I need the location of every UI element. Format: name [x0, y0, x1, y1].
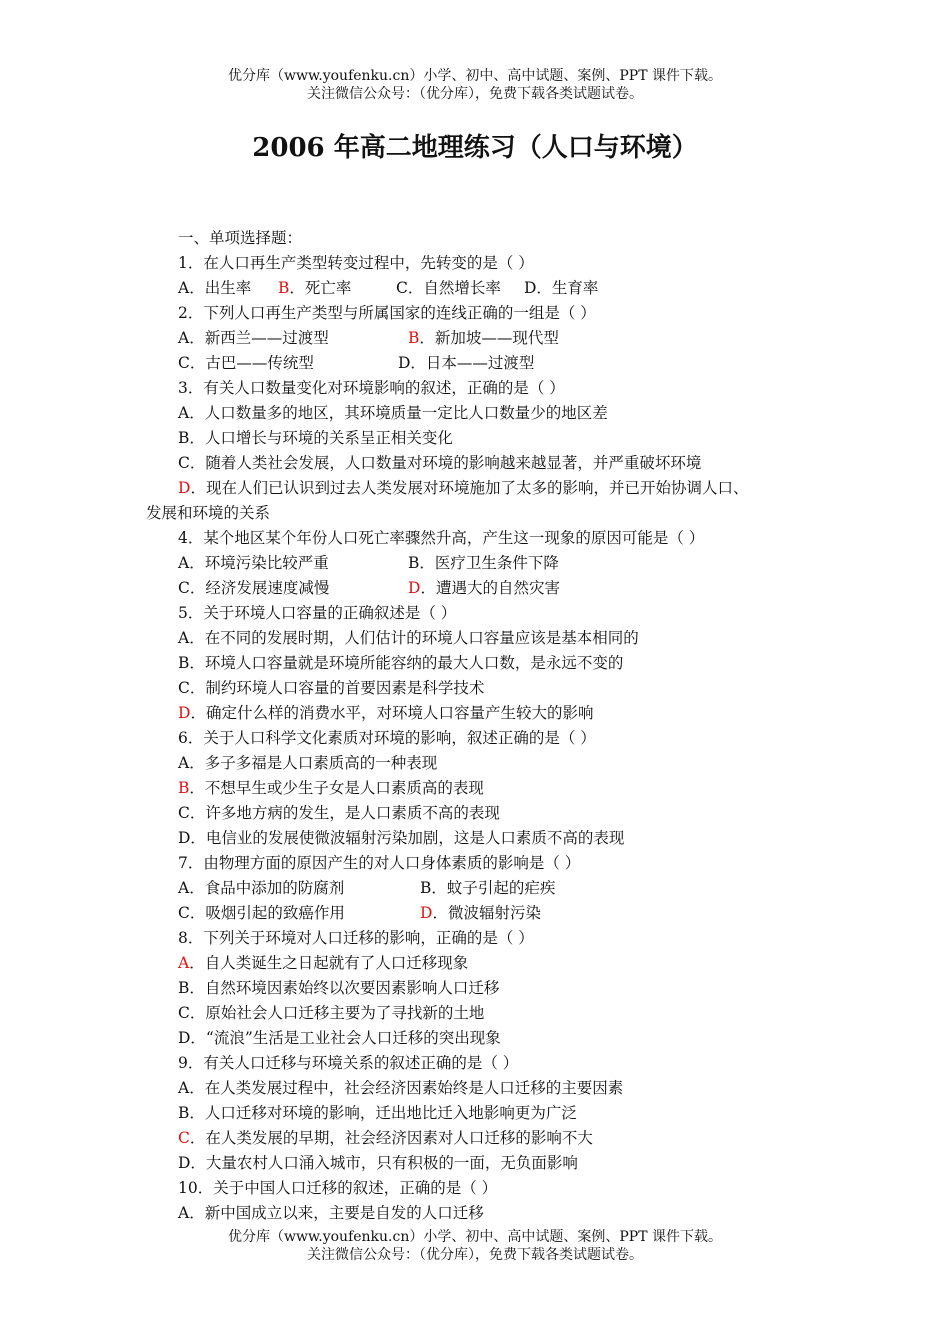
question-4-options-row-2: [146, 576, 806, 601]
option-a: A．人口数量多的地区，其环境质量一定比人口数量少的地区差: [178, 404, 608, 422]
question-4-options-row-1: [146, 551, 806, 576]
option-c: C．随着人类社会发展，人口数量对环境的影响越来越显著，并严重破坏环境: [178, 454, 702, 472]
option-c: C．古巴——传统型: [178, 354, 314, 372]
question-3-stem: 3．有关人口数量变化对环境影响的叙述，正确的是（ ）: [178, 379, 565, 397]
answer-mark: D: [178, 704, 191, 722]
option-d: D．确定什么样的消费水平，对环境人口容量产生较大的影响: [178, 704, 594, 722]
answer-mark: B: [408, 329, 420, 347]
question-8-stem: 8．下列关于环境对人口迁移的影响，正确的是（ ）: [178, 929, 534, 947]
section-heading: 一、单项选择题：: [178, 229, 303, 247]
answer-mark: B: [278, 279, 290, 297]
answer-mark: C: [178, 1129, 190, 1147]
option-a: A．新西兰——过渡型: [178, 329, 329, 347]
page-header: [0, 67, 950, 103]
option-c: C．原始社会人口迁移主要为了寻找新的土地: [178, 1004, 485, 1022]
option-c: C．制约环境人口容量的首要因素是科学技术: [178, 679, 485, 697]
option-d: D．电信业的发展使微波辐射污染加剧，这是人口素质不高的表现: [178, 829, 625, 847]
answer-mark: D: [178, 479, 191, 497]
option-c: C．经济发展速度减慢: [178, 579, 330, 597]
question-1-stem: 1．在人口再生产类型转变过程中，先转变的是（ ）: [178, 254, 534, 272]
option-c: C．吸烟引起的致癌作用: [178, 904, 345, 922]
option-b: B．死亡率: [278, 279, 352, 297]
document-title: 2006 年高二地理练习（人口与环境）: [252, 133, 698, 163]
question-9-stem: 9．有关人口迁移与环境关系的叙述正确的是（ ）: [178, 1054, 519, 1072]
option-c: C．在人类发展的早期，社会经济因素对人口迁移的影响不大: [178, 1129, 593, 1147]
question-2-options-row-1: [146, 326, 806, 351]
option-d: D．遭遇大的自然灾害: [408, 579, 560, 597]
option-a: A．多子多福是人口素质高的一种表现: [178, 754, 438, 772]
answer-mark: A: [178, 954, 190, 972]
option-a: A．在人类发展过程中，社会经济因素始终是人口迁移的主要因素: [178, 1079, 624, 1097]
footer-line-1: 优分库（www.youfenku.cn）小学、初中、高中试题、案例、PPT 课件下载。: [227, 1229, 722, 1245]
question-7-options-row-2: [146, 901, 806, 926]
question-7-stem: 7．由物理方面的原因产生的对人口身体素质的影响是（ ）: [178, 854, 581, 872]
option-a: A．在不同的发展时期，人们估计的环境人口容量应该是基本相同的: [178, 629, 639, 647]
option-d: D．日本——过渡型: [398, 354, 535, 372]
option-b: B．人口迁移对环境的影响，迁出地比迁入地影响更为广泛: [178, 1104, 577, 1122]
option-d: D．现在人们已认识到过去人类发展对环境施加了太多的影响，并已开始协调人口、: [178, 479, 749, 497]
option-a: A．自人类诞生之日起就有了人口迁移现象: [178, 954, 469, 972]
option-a: A．出生率: [178, 279, 252, 297]
option-d: D．“流浪”生活是工业社会人口迁移的突出现象: [178, 1029, 501, 1047]
option-d-continuation: 发展和环境的关系: [146, 504, 271, 522]
option-b: B．环境人口容量就是环境所能容纳的最大人口数，是永远不变的: [178, 654, 624, 672]
option-b: B．自然环境因素始终以次要因素影响人口迁移: [178, 979, 500, 997]
document-body: [146, 226, 806, 1226]
option-c: C．许多地方病的发生，是人口素质不高的表现: [178, 804, 500, 822]
option-d: D．微波辐射污染: [420, 904, 541, 922]
question-2-options-row-2: [146, 351, 806, 376]
page-footer: [0, 1228, 950, 1264]
option-b: B．不想早生或少生子女是人口素质高的表现: [178, 779, 484, 797]
question-5-stem: 5．关于环境人口容量的正确叙述是（ ）: [178, 604, 457, 622]
header-line-1: 优分库（www.youfenku.cn）小学、初中、高中试题、案例、PPT 课件下载。: [227, 68, 722, 84]
header-line-2: 关注微信公众号：（优分库），免费下载各类试题试卷。: [307, 86, 643, 102]
question-10-stem: 10．关于中国人口迁移的叙述，正确的是（ ）: [178, 1179, 498, 1197]
option-d: D．生育率: [524, 279, 599, 297]
option-b: B．医疗卫生条件下降: [408, 554, 559, 572]
answer-mark: B: [178, 779, 190, 797]
option-a: A．食品中添加的防腐剂: [178, 879, 345, 897]
question-2-stem: 2．下列人口再生产类型与所属国家的连线正确的一组是（ ）: [178, 304, 596, 322]
question-1-options: [146, 276, 806, 301]
question-7-options-row-1: [146, 876, 806, 901]
footer-line-2: 关注微信公众号：（优分库），免费下载各类试题试卷。: [307, 1247, 643, 1263]
answer-mark: D: [420, 904, 433, 922]
option-b: B．新加坡——现代型: [408, 329, 559, 347]
question-6-stem: 6．关于人口科学文化素质对环境的影响，叙述正确的是（ ）: [178, 729, 596, 747]
option-b: B．人口增长与环境的关系呈正相关变化: [178, 429, 453, 447]
question-4-stem: 4．某个地区某个年份人口死亡率骤然升高，产生这一现象的原因可能是（ ）: [178, 529, 705, 547]
option-b: B．蚊子引起的疟疾: [420, 879, 556, 897]
option-c: C．自然增长率: [396, 279, 501, 297]
option-d: D．大量农村人口涌入城市，只有积极的一面，无负面影响: [178, 1154, 578, 1172]
option-a: A．新中国成立以来，主要是自发的人口迁移: [178, 1204, 484, 1222]
option-a: A．环境污染比较严重: [178, 554, 329, 572]
answer-mark: D: [408, 579, 421, 597]
